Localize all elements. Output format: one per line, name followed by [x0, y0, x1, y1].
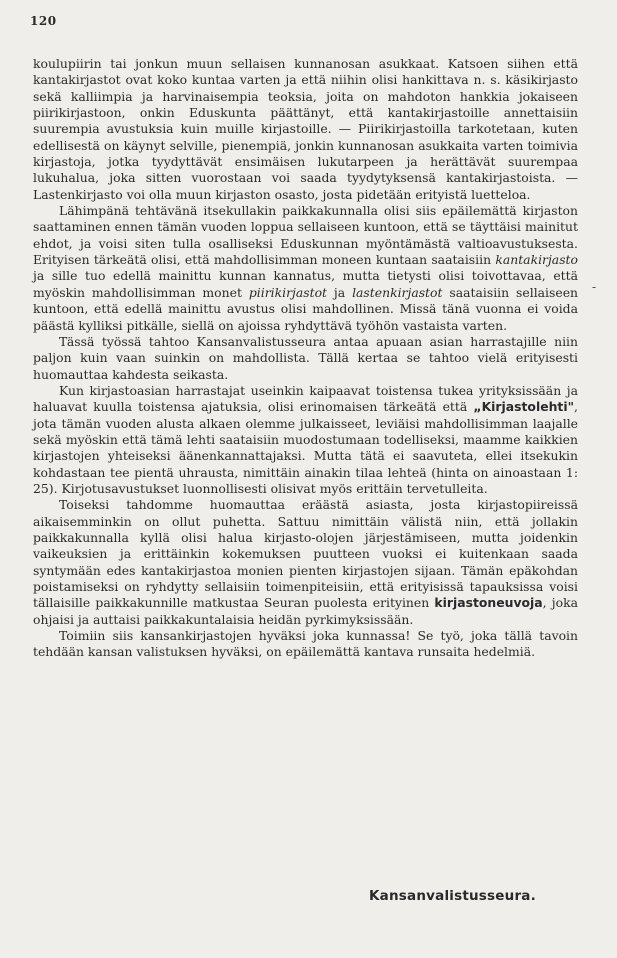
paragraph-5-text-b: , joka ohjaisi ja auttaisi paikkakuntalaisia heidän pyrkimyksissään. — [33, 595, 578, 627]
body-text — [33, 56, 578, 661]
paragraph-2-text-d: saataisiin sellaiseen kuntoon, että edellä mainittu avustus olisi mahdollinen. Missä tänä vuonna ei voida päästä kylliksi pitkälle, siellä on ajoissa ryhdyttävä työhön vastaista varten. — [33, 284, 579, 333]
emphasis-kirjastolehti: „Kirjastolehti" — [473, 399, 575, 415]
emphasis-piirikirjastot: piirikirjastot — [248, 284, 328, 300]
paragraph-4 — [33, 383, 578, 497]
paragraph-4-text-b: , jota tämän vuoden alusta alkaen olemme julkaisseet, leviäisi mahdollisimman laajalle sekä myöskin että tämä lehti saataisiin muodostumaan todelliseksi, maamme kaikkien kirjastojen yhteiseksi äänenkannattajaksi. Mutta tätä ei saavuteta, ellei itsekukin kohdastaan tee pientä uhrausta, nimittäin ainakin tilaa lehteä (hinta on ainoastaan 1: 25). Kirjotusavustukset luonnollisesti olisivat myös erittäin tervetulleita. — [33, 399, 578, 496]
emphasis-lastenkirjastot: lastenkirjastot — [352, 284, 443, 300]
paragraph-6-text: Toimiin siis kansankirjastojen hyväksi joka kunnassa! Se työ, joka tällä tavoin tehdään kansan valistuksen hyväksi, on epäilemättä kantava runsaita hedelmiä. — [33, 628, 578, 660]
signature: Kansanvalistusseura. — [369, 888, 536, 904]
margin-mark: - — [592, 280, 597, 294]
paragraph-3-text: Tässä työssä tahtoo Kansanvalistusseura antaa apuaan asian harrastajille niin paljon kuin vaan suinkin on mahdollista. Tällä kertaa se tahtoo vielä erityisesti huomauttaa kahdesta seikasta. — [33, 333, 578, 382]
paragraph-3 — [33, 334, 578, 383]
paragraph-2 — [33, 203, 578, 334]
paragraph-6 — [33, 628, 578, 661]
paragraph-2-text-c: ja — [327, 284, 353, 300]
page-number: 120 — [30, 14, 57, 28]
emphasis-kirjastoneuvoja: kirjastoneuvoja — [434, 595, 543, 611]
paragraph-1-text: koulupiirin tai jonkun muun sellaisen kunnanosan asukkaat. Katsoen siihen että kantakirjastot ovat koko kuntaa varten ja että niihin olisi hankittava n. s. käsikirjasto sekä kalliimpia ja harvinaisempia teoksia, joita on mahdoton hankkia jokaiseen piirikirjastoon, onkin Eduskunta päättänyt, että kantakirjastoille annettaisiin suurempia avustuksia kuin muille kirjastoille. — Piirikirjastoilla tarkotetaan, kuten edellisestä on käynyt selville, pienempiä, jonkin kunnanosan asukkaita varten toimivia kirjastoja, jotka tyydyttävät ensimäisen lukutarpeen ja herättävät suurempaa lukuhalua, joka sitten vuorostaan voi saada tyydytyksensä kantakirjastoista. — Lastenkirjasto voi olla muun kirjaston osasto, josta pidetään erityistä luetteloa. — [33, 56, 578, 202]
paragraph-2-text-b: ja sille tuo edellä mainittu kunnan kannatus, mutta tietysti olisi toivottavaa, että myöskin mahdollisimman monet — [33, 268, 578, 300]
paragraph-5 — [33, 497, 578, 628]
emphasis-kantakirjasto: kantakirjasto — [495, 252, 578, 268]
paragraph-5-text: Toiseksi tahdomme huomauttaa eräästä asiasta, josta kirjastopiireissä aikaisemminkin on ollut puhetta. Sattuu nimittäin välistä niin, että jollakin paikkakunnalla kyllä olisi halua kirjasto-olojen järjestämiseen, mutta joidenkin vaikeuksien ja erittäinkin kokemuksen puutteen vuoksi ei kuitenkaan saada syntymään edes kantakirjastoa monien pienten kirjastojen sijaan. Tämän epäkohdan poistamiseksi on ryhdytty sellaisiin toimenpiteisiin, että erityisissä tapauksissa voisi tällaisille paikkakunnille matkustaa Seuran puolesta erityinen — [33, 497, 578, 611]
paragraph-2-text: Lähimpänä tehtävänä itsekullakin paikkakunnalla olisi siis epäilemättä kirjaston saattaminen ennen tämän vuoden loppua sellaiseen kuntoon, että se täyttäisi mainitut ehdot, ja voisi siten tulla osalliseksi Eduskunnan myöntämästä valtioavustuksesta. Erityisen tärkeätä olisi, että mahdollisimman moneen kuntaan saataisiin — [33, 203, 578, 268]
paragraph-1 — [33, 56, 578, 203]
paragraph-4-text: Kun kirjastoasian harrastajat useinkin kaipaavat toistensa tukea yrityksissään ja haluavat kuulla toistensa ajatuksia, olisi erinomaisen tärkeätä että — [33, 382, 578, 415]
